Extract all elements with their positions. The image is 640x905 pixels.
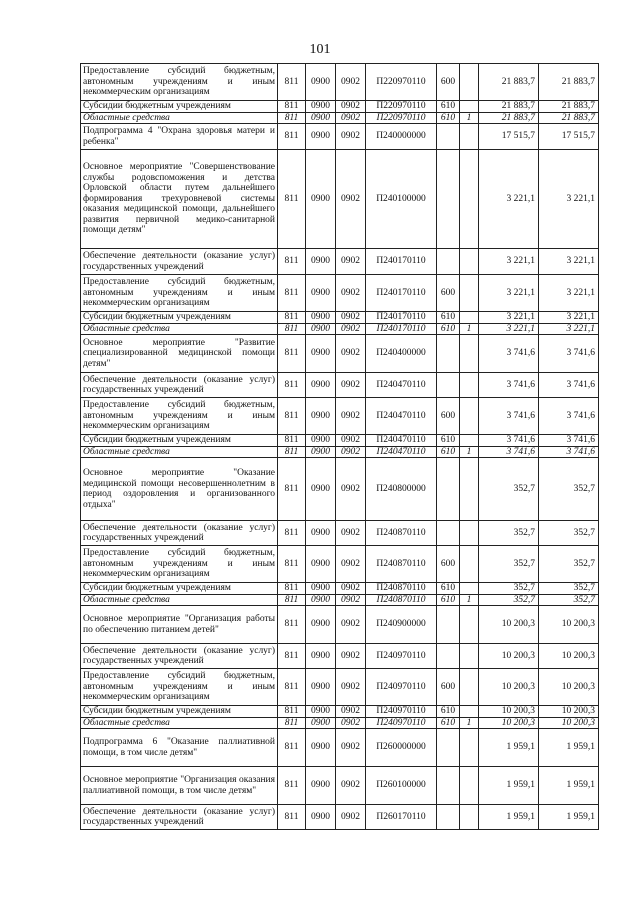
amount-year-1: 3 741,6 xyxy=(479,446,539,458)
row-name: Субсидии бюджетным учреждениям xyxy=(81,706,278,718)
amount-year-2: 352,7 xyxy=(539,521,599,546)
glav-code: 811 xyxy=(278,644,306,669)
subsection-code: 0902 xyxy=(336,583,366,595)
funding-source-code xyxy=(460,644,479,669)
funding-source-code xyxy=(460,312,479,324)
expense-type-code: 610 xyxy=(437,101,460,113)
amount-year-2: 1 959,1 xyxy=(539,729,599,767)
glav-code: 811 xyxy=(278,150,306,249)
expense-type-code: 610 xyxy=(437,312,460,324)
amount-year-2: 17 515,7 xyxy=(539,124,599,150)
amount-year-2: 3 221,1 xyxy=(539,150,599,249)
glav-code: 811 xyxy=(278,373,306,398)
section-code: 0900 xyxy=(306,583,336,595)
table-row xyxy=(81,717,599,729)
amount-year-1: 10 200,3 xyxy=(479,717,539,729)
target-article-code: П240000000 xyxy=(366,124,437,150)
target-article-code: П220970110 xyxy=(366,101,437,113)
funding-source-code xyxy=(460,398,479,435)
expense-type-code: 610 xyxy=(437,717,460,729)
subsection-code: 0902 xyxy=(336,458,366,521)
glav-code: 811 xyxy=(278,398,306,435)
amount-year-1: 352,7 xyxy=(479,521,539,546)
table-row xyxy=(81,112,599,124)
amount-year-2: 10 200,3 xyxy=(539,717,599,729)
target-article-code: П240470110 xyxy=(366,446,437,458)
expense-type-code: 600 xyxy=(437,64,460,101)
subsection-code: 0902 xyxy=(336,729,366,767)
target-article-code: П260100000 xyxy=(366,767,437,805)
row-name: Субсидии бюджетным учреждениям xyxy=(81,312,278,324)
row-name: Предоставление субсидий бюджетным, автономным учреждениям и иным некоммерческим организациям xyxy=(81,546,278,583)
funding-source-code xyxy=(460,606,479,644)
amount-year-2: 1 959,1 xyxy=(539,767,599,805)
glav-code: 811 xyxy=(278,312,306,324)
amount-year-2: 10 200,3 xyxy=(539,606,599,644)
funding-source-code xyxy=(460,706,479,718)
target-article-code: П240970110 xyxy=(366,669,437,706)
amount-year-2: 3 741,6 xyxy=(539,335,599,373)
expense-type-code: 600 xyxy=(437,669,460,706)
glav-code: 811 xyxy=(278,323,306,335)
funding-source-code: 1 xyxy=(460,717,479,729)
table-row xyxy=(81,398,599,435)
target-article-code: П220970110 xyxy=(366,64,437,101)
expense-type-code xyxy=(437,373,460,398)
row-name: Обеспечение деятельности (оказание услуг) государственных учреждений xyxy=(81,249,278,275)
table-row xyxy=(81,124,599,150)
subsection-code: 0902 xyxy=(336,435,366,447)
target-article-code: П240470110 xyxy=(366,398,437,435)
table-row xyxy=(81,546,599,583)
row-name: Подпрограмма 4 "Охрана здоровья матери и ребенка" xyxy=(81,124,278,150)
glav-code: 811 xyxy=(278,101,306,113)
target-article-code: П240800000 xyxy=(366,458,437,521)
row-name: Областные средства xyxy=(81,594,278,606)
funding-source-code: 1 xyxy=(460,446,479,458)
funding-source-code xyxy=(460,373,479,398)
expense-type-code: 610 xyxy=(437,706,460,718)
funding-source-code xyxy=(460,458,479,521)
expense-type-code: 610 xyxy=(437,435,460,447)
section-code: 0900 xyxy=(306,275,336,312)
row-name: Субсидии бюджетным учреждениям xyxy=(81,101,278,113)
amount-year-1: 10 200,3 xyxy=(479,644,539,669)
amount-year-1: 3 221,1 xyxy=(479,323,539,335)
amount-year-2: 21 883,7 xyxy=(539,101,599,113)
table-row xyxy=(81,435,599,447)
row-name: Субсидии бюджетным учреждениям xyxy=(81,435,278,447)
target-article-code: П260000000 xyxy=(366,729,437,767)
row-name: Основное мероприятие "Оказание медицинской помощи несовершеннолетним в период оздоровления и организованного отдыха" xyxy=(81,458,278,521)
table-row xyxy=(81,323,599,335)
expense-type-code xyxy=(437,729,460,767)
amount-year-1: 17 515,7 xyxy=(479,124,539,150)
funding-source-code xyxy=(460,275,479,312)
expense-type-code xyxy=(437,521,460,546)
row-name: Основное мероприятие "Организация оказания паллиативной помощи, в том числе детям" xyxy=(81,767,278,805)
amount-year-2: 352,7 xyxy=(539,594,599,606)
row-name: Обеспечение деятельности (оказание услуг) государственных учреждений xyxy=(81,805,278,830)
expense-type-code: 600 xyxy=(437,546,460,583)
expense-type-code: 610 xyxy=(437,112,460,124)
amount-year-1: 3 221,1 xyxy=(479,275,539,312)
section-code: 0900 xyxy=(306,312,336,324)
amount-year-1: 1 959,1 xyxy=(479,729,539,767)
row-name: Предоставление субсидий бюджетным, автономным учреждениям и иным некоммерческим организациям xyxy=(81,64,278,101)
section-code: 0900 xyxy=(306,64,336,101)
amount-year-2: 3 741,6 xyxy=(539,435,599,447)
row-name: Предоставление субсидий бюджетным, автономным учреждениям и иным некоммерческим организациям xyxy=(81,398,278,435)
amount-year-1: 21 883,7 xyxy=(479,64,539,101)
section-code: 0900 xyxy=(306,644,336,669)
funding-source-code xyxy=(460,150,479,249)
table-row xyxy=(81,767,599,805)
section-code: 0900 xyxy=(306,446,336,458)
funding-source-code xyxy=(460,249,479,275)
amount-year-2: 1 959,1 xyxy=(539,805,599,830)
expense-type-code: 610 xyxy=(437,583,460,595)
amount-year-2: 3 221,1 xyxy=(539,312,599,324)
row-name: Предоставление субсидий бюджетным, автономным учреждениям и иным некоммерческим организациям xyxy=(81,275,278,312)
subsection-code: 0902 xyxy=(336,335,366,373)
subsection-code: 0902 xyxy=(336,669,366,706)
expense-type-code: 600 xyxy=(437,275,460,312)
section-code: 0900 xyxy=(306,669,336,706)
subsection-code: 0902 xyxy=(336,606,366,644)
amount-year-1: 3 221,1 xyxy=(479,249,539,275)
amount-year-1: 3 741,6 xyxy=(479,335,539,373)
subsection-code: 0902 xyxy=(336,323,366,335)
expense-type-code xyxy=(437,606,460,644)
amount-year-1: 352,7 xyxy=(479,594,539,606)
subsection-code: 0902 xyxy=(336,706,366,718)
amount-year-1: 3 741,6 xyxy=(479,373,539,398)
glav-code: 811 xyxy=(278,717,306,729)
glav-code: 811 xyxy=(278,546,306,583)
amount-year-2: 10 200,3 xyxy=(539,669,599,706)
funding-source-code xyxy=(460,124,479,150)
funding-source-code: 1 xyxy=(460,594,479,606)
expense-type-code xyxy=(437,644,460,669)
section-code: 0900 xyxy=(306,706,336,718)
expense-type-code xyxy=(437,767,460,805)
table-row xyxy=(81,521,599,546)
target-article-code: П240470110 xyxy=(366,373,437,398)
glav-code: 811 xyxy=(278,249,306,275)
glav-code: 811 xyxy=(278,275,306,312)
table-row xyxy=(81,101,599,113)
target-article-code: П240900000 xyxy=(366,606,437,644)
funding-source-code xyxy=(460,729,479,767)
amount-year-1: 3 741,6 xyxy=(479,435,539,447)
table-row xyxy=(81,335,599,373)
amount-year-2: 3 741,6 xyxy=(539,446,599,458)
table-row xyxy=(81,583,599,595)
subsection-code: 0902 xyxy=(336,767,366,805)
glav-code: 811 xyxy=(278,112,306,124)
glav-code: 811 xyxy=(278,521,306,546)
glav-code: 811 xyxy=(278,435,306,447)
table-row xyxy=(81,64,599,101)
amount-year-2: 352,7 xyxy=(539,546,599,583)
section-code: 0900 xyxy=(306,124,336,150)
amount-year-1: 352,7 xyxy=(479,546,539,583)
glav-code: 811 xyxy=(278,458,306,521)
glav-code: 811 xyxy=(278,124,306,150)
section-code: 0900 xyxy=(306,249,336,275)
glav-code: 811 xyxy=(278,706,306,718)
row-name: Основное мероприятие "Развитие специализированной медицинской помощи детям" xyxy=(81,335,278,373)
expense-type-code xyxy=(437,805,460,830)
target-article-code: П260170110 xyxy=(366,805,437,830)
funding-source-code xyxy=(460,521,479,546)
section-code: 0900 xyxy=(306,767,336,805)
subsection-code: 0902 xyxy=(336,275,366,312)
amount-year-1: 3 221,1 xyxy=(479,150,539,249)
subsection-code: 0902 xyxy=(336,64,366,101)
table-row xyxy=(81,644,599,669)
funding-source-code xyxy=(460,583,479,595)
target-article-code: П240170110 xyxy=(366,249,437,275)
amount-year-2: 3 741,6 xyxy=(539,373,599,398)
subsection-code: 0902 xyxy=(336,594,366,606)
row-name: Обеспечение деятельности (оказание услуг) государственных учреждений xyxy=(81,644,278,669)
target-article-code: П240970110 xyxy=(366,706,437,718)
expense-type-code: 610 xyxy=(437,446,460,458)
amount-year-2: 3 741,6 xyxy=(539,398,599,435)
subsection-code: 0902 xyxy=(336,150,366,249)
amount-year-2: 21 883,7 xyxy=(539,64,599,101)
amount-year-2: 3 221,1 xyxy=(539,249,599,275)
row-name: Областные средства xyxy=(81,446,278,458)
funding-source-code: 1 xyxy=(460,323,479,335)
target-article-code: П240970110 xyxy=(366,717,437,729)
table-row xyxy=(81,150,599,249)
amount-year-2: 352,7 xyxy=(539,583,599,595)
amount-year-1: 10 200,3 xyxy=(479,606,539,644)
funding-source-code: 1 xyxy=(460,112,479,124)
amount-year-1: 21 883,7 xyxy=(479,112,539,124)
amount-year-1: 1 959,1 xyxy=(479,767,539,805)
section-code: 0900 xyxy=(306,335,336,373)
section-code: 0900 xyxy=(306,112,336,124)
funding-source-code xyxy=(460,546,479,583)
subsection-code: 0902 xyxy=(336,446,366,458)
expense-type-code: 600 xyxy=(437,398,460,435)
amount-year-1: 3 221,1 xyxy=(479,312,539,324)
section-code: 0900 xyxy=(306,546,336,583)
table-row xyxy=(81,706,599,718)
target-article-code: П220970110 xyxy=(366,112,437,124)
section-code: 0900 xyxy=(306,101,336,113)
target-article-code: П240870110 xyxy=(366,521,437,546)
row-name: Обеспечение деятельности (оказание услуг) государственных учреждений xyxy=(81,521,278,546)
glav-code: 811 xyxy=(278,594,306,606)
table-row xyxy=(81,594,599,606)
table-row xyxy=(81,275,599,312)
amount-year-1: 352,7 xyxy=(479,583,539,595)
glav-code: 811 xyxy=(278,583,306,595)
section-code: 0900 xyxy=(306,717,336,729)
target-article-code: П240870110 xyxy=(366,583,437,595)
target-article-code: П240170110 xyxy=(366,323,437,335)
row-name: Основное мероприятие "Совершенствование службы родовспоможения и детства Орловской области путем дальнейшего формирования трехуровневой системы оказания медицинской помощи, дальнейшего развития первичной медико-санитарной помощи детям" xyxy=(81,150,278,249)
target-article-code: П240170110 xyxy=(366,312,437,324)
section-code: 0900 xyxy=(306,729,336,767)
table-row xyxy=(81,249,599,275)
amount-year-2: 21 883,7 xyxy=(539,112,599,124)
row-name: Предоставление субсидий бюджетным, автономным учреждениям и иным некоммерческим организациям xyxy=(81,669,278,706)
section-code: 0900 xyxy=(306,606,336,644)
funding-source-code xyxy=(460,101,479,113)
glav-code: 811 xyxy=(278,767,306,805)
row-name: Субсидии бюджетным учреждениям xyxy=(81,583,278,595)
amount-year-1: 3 741,6 xyxy=(479,398,539,435)
table-row xyxy=(81,373,599,398)
subsection-code: 0902 xyxy=(336,312,366,324)
table-row xyxy=(81,729,599,767)
section-code: 0900 xyxy=(306,521,336,546)
glav-code: 811 xyxy=(278,669,306,706)
glav-code: 811 xyxy=(278,805,306,830)
target-article-code: П240870110 xyxy=(366,594,437,606)
section-code: 0900 xyxy=(306,373,336,398)
subsection-code: 0902 xyxy=(336,521,366,546)
target-article-code: П240400000 xyxy=(366,335,437,373)
target-article-code: П240170110 xyxy=(366,275,437,312)
subsection-code: 0902 xyxy=(336,249,366,275)
subsection-code: 0902 xyxy=(336,644,366,669)
amount-year-1: 10 200,3 xyxy=(479,669,539,706)
target-article-code: П240970110 xyxy=(366,644,437,669)
funding-source-code xyxy=(460,805,479,830)
subsection-code: 0902 xyxy=(336,373,366,398)
glav-code: 811 xyxy=(278,446,306,458)
expense-type-code xyxy=(437,335,460,373)
funding-source-code xyxy=(460,335,479,373)
glav-code: 811 xyxy=(278,606,306,644)
table-row xyxy=(81,669,599,706)
row-name: Областные средства xyxy=(81,323,278,335)
target-article-code: П240870110 xyxy=(366,546,437,583)
budget-table xyxy=(80,63,599,830)
glav-code: 811 xyxy=(278,64,306,101)
subsection-code: 0902 xyxy=(336,805,366,830)
section-code: 0900 xyxy=(306,805,336,830)
page-number: 101 xyxy=(309,42,331,57)
section-code: 0900 xyxy=(306,323,336,335)
funding-source-code xyxy=(460,435,479,447)
funding-source-code xyxy=(460,767,479,805)
expense-type-code: 610 xyxy=(437,594,460,606)
subsection-code: 0902 xyxy=(336,398,366,435)
table-body xyxy=(81,64,599,830)
amount-year-1: 10 200,3 xyxy=(479,706,539,718)
subsection-code: 0902 xyxy=(336,717,366,729)
subsection-code: 0902 xyxy=(336,112,366,124)
amount-year-2: 3 221,1 xyxy=(539,323,599,335)
funding-source-code xyxy=(460,669,479,706)
target-article-code: П240100000 xyxy=(366,150,437,249)
table-row xyxy=(81,606,599,644)
expense-type-code xyxy=(437,124,460,150)
expense-type-code: 610 xyxy=(437,323,460,335)
glav-code: 811 xyxy=(278,729,306,767)
section-code: 0900 xyxy=(306,398,336,435)
expense-type-code xyxy=(437,458,460,521)
glav-code: 811 xyxy=(278,335,306,373)
table-row xyxy=(81,458,599,521)
row-name: Основное мероприятие "Организация работы по обеспечению питанием детей" xyxy=(81,606,278,644)
amount-year-1: 352,7 xyxy=(479,458,539,521)
amount-year-2: 3 221,1 xyxy=(539,275,599,312)
expense-type-code xyxy=(437,249,460,275)
table-row xyxy=(81,446,599,458)
amount-year-2: 10 200,3 xyxy=(539,706,599,718)
section-code: 0900 xyxy=(306,458,336,521)
row-name: Обеспечение деятельности (оказание услуг) государственных учреждений xyxy=(81,373,278,398)
target-article-code: П240470110 xyxy=(366,435,437,447)
amount-year-1: 1 959,1 xyxy=(479,805,539,830)
subsection-code: 0902 xyxy=(336,546,366,583)
expense-type-code xyxy=(437,150,460,249)
table-row xyxy=(81,805,599,830)
section-code: 0900 xyxy=(306,594,336,606)
amount-year-2: 10 200,3 xyxy=(539,644,599,669)
section-code: 0900 xyxy=(306,435,336,447)
row-name: Подпрограмма 6 "Оказание паллиативной помощи, в том числе детям" xyxy=(81,729,278,767)
subsection-code: 0902 xyxy=(336,101,366,113)
table-row xyxy=(81,312,599,324)
row-name: Областные средства xyxy=(81,717,278,729)
subsection-code: 0902 xyxy=(336,124,366,150)
amount-year-1: 21 883,7 xyxy=(479,101,539,113)
amount-year-2: 352,7 xyxy=(539,458,599,521)
funding-source-code xyxy=(460,64,479,101)
row-name: Областные средства xyxy=(81,112,278,124)
section-code: 0900 xyxy=(306,150,336,249)
